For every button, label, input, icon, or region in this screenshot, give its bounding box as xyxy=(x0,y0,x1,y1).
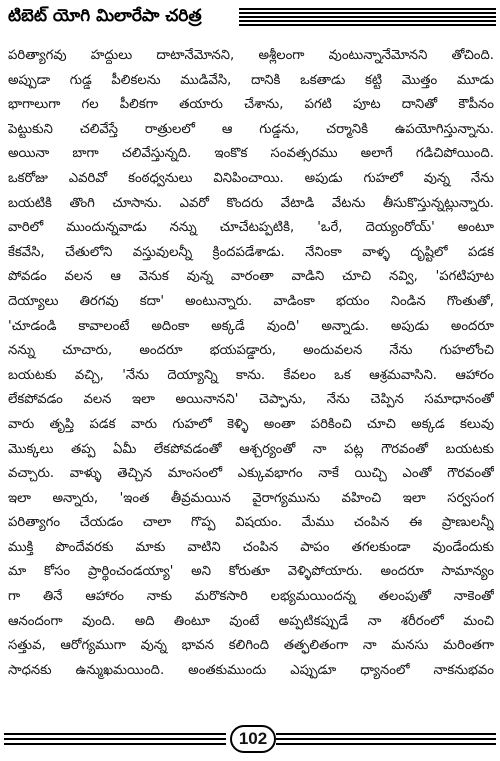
text-line: పెట్టుకుని చలివేస్తే రాత్రులలో ఆ గుడ్డను, చర్మానికి ఉపయోగిస్తున్నాను. xyxy=(8,121,494,137)
running-header xyxy=(4,2,496,32)
text-line: పరిత్యాగవు హద్దులు దాటానేమోనని, అశ్లీలంగా వుంటున్నానేమోనని తోచింది. xyxy=(8,48,494,63)
text-line: 'చూడండి కావాలంటే అదింకా అక్కడే వుంది' అన్నాడు. అపుడు అందరూ xyxy=(8,318,494,334)
footer-rule xyxy=(276,738,496,740)
text-line: గా తినే ఆహారం నాకు మరొకసారి లభ్యమయిందన్న తలంపుతో నాకెంతో xyxy=(8,589,494,605)
footer-rule xyxy=(4,733,226,735)
text-line: ఇలా అన్నారు, 'ఇంత తీవ్రమయిన వైరాగ్యమును వహించి ఇలా సర్వసంగ xyxy=(8,490,494,506)
text-line: అప్పుడా గుడ్డ పీలికలను ముడివేసి, దానికి ఒకతాడు కట్టి మొత్తం మూడు xyxy=(8,72,494,88)
text-line: లేకపోవడం వలన ఇలా అయినానని' చెప్పాను, నేను చెప్పిన సమాధానంతో xyxy=(8,392,494,408)
text-line: భాగాలుగా గల పీలికగా తయారు చేశాను, పగటి పూట దానితో కౌపీనం xyxy=(8,97,494,113)
text-line: మా కోసం ప్రార్థించండయ్యా' అని కోరుతూ వెళ్ళిపోయారు. అందరూ సామాన్యం xyxy=(8,564,494,580)
text-line: పోవడం వలన ఆ వెనుక వున్న వారంతా వాడిని చూచి నవ్వి, 'పగటిపూట xyxy=(8,269,494,285)
page-footer xyxy=(4,725,496,753)
text-line: మొక్కలు తప్ప ఏమీ లేకపోవడంతో ఆశ్చర్యంతో నా పట్ల గౌరవంతో బయటకు xyxy=(8,441,494,457)
body-paragraph xyxy=(8,44,494,683)
header-rule xyxy=(239,8,496,10)
text-line: దెయ్యాలు తిరగవు కదా' అంటున్నారు. వాడింకా భయం నిండిన గొంతుతో, xyxy=(8,293,494,309)
text-line: వారిలో ముందున్నవాడు నన్ను చూచేటప్పటికి, 'ఒరే, దెయ్యంరోయ్' అంటూ xyxy=(8,220,494,236)
text-line: ముక్తి పొందేవరకు మాకు వాటిని చంపిన పాపం తగలకుండా వుండేందుకు xyxy=(8,539,494,555)
page-number: 102 xyxy=(230,725,276,753)
header-rule xyxy=(239,24,496,26)
footer-rule xyxy=(276,733,496,735)
text-line: బయటికి తొంగి చూసాను. ఎవరో కొందరు వేటాడి వేటను తీసుకొస్తున్నట్లున్నారు. xyxy=(8,195,494,211)
footer-rule xyxy=(4,743,226,745)
running-header-title: టిబెట్ యోగి మిలారేపా చరిత్ర xyxy=(8,6,202,26)
text-line: పరిత్యాగం చేయడం చాలా గొప్ప విషయం. మేము చంపిన ఈ ప్రాణులన్నీ xyxy=(8,515,494,531)
text-line: సత్తువ, ఆరోగ్యముగా వున్న భావన కలిగింది తత్ఫలితంగా నా మనసు మరింతగా xyxy=(8,638,494,654)
header-rule xyxy=(239,20,496,22)
footer-rule xyxy=(4,738,226,740)
text-line: ఒకరోజు ఎవరివో కంఠధ్వనులు వినిపించాయి. అపుడు గుహలో వున్న నేను xyxy=(8,170,494,186)
text-line: వచ్చారు. వాళ్ళు తెచ్చిన మాంసంలో ఎక్కువభాగం నాకే యిచ్చి ఎంతో గౌరవంతో xyxy=(8,466,494,482)
text-line: బయటకు వచ్చి, 'నేను దెయ్యాన్ని కాను. కేవలం ఒక ఆశ్రమవాసిని. ఆహారం xyxy=(8,367,494,383)
footer-rule xyxy=(276,743,496,745)
text-line: ఆనందంగా వుంది. అది తింటూ వుంటే అప్పటికప్పుడే నా శరీరంలో మంచి xyxy=(8,613,494,629)
header-rule xyxy=(239,16,496,18)
text-line: వారు తృప్తి పడక వారు గుహలో కెళ్ళి అంతా పరికించి చూచి అక్కడ కలువు xyxy=(8,416,494,432)
text-line: సాధనకు ఉన్ముఖమయింది. అంతకుముందు ఎప్పుడూ ధ్యానంలో నాకనుభవం xyxy=(8,662,494,678)
header-rule xyxy=(239,12,496,14)
text-line: అయినా బాగా చలివేస్తున్నది. ఇంకొక సంవత్సరము అలాగే గడిచిపోయింది. xyxy=(8,146,494,162)
text-line: కేకవేసి, చేతులోని వస్తువులన్నీ క్రిందపడేశాడు. నేనింకా వాళ్ళ దృష్టిలో పడక xyxy=(8,244,494,260)
text-line: నన్ను చూచారు, అందరూ భయపడ్డారు, అందువలన నేను గుహలోంచి xyxy=(8,343,494,359)
